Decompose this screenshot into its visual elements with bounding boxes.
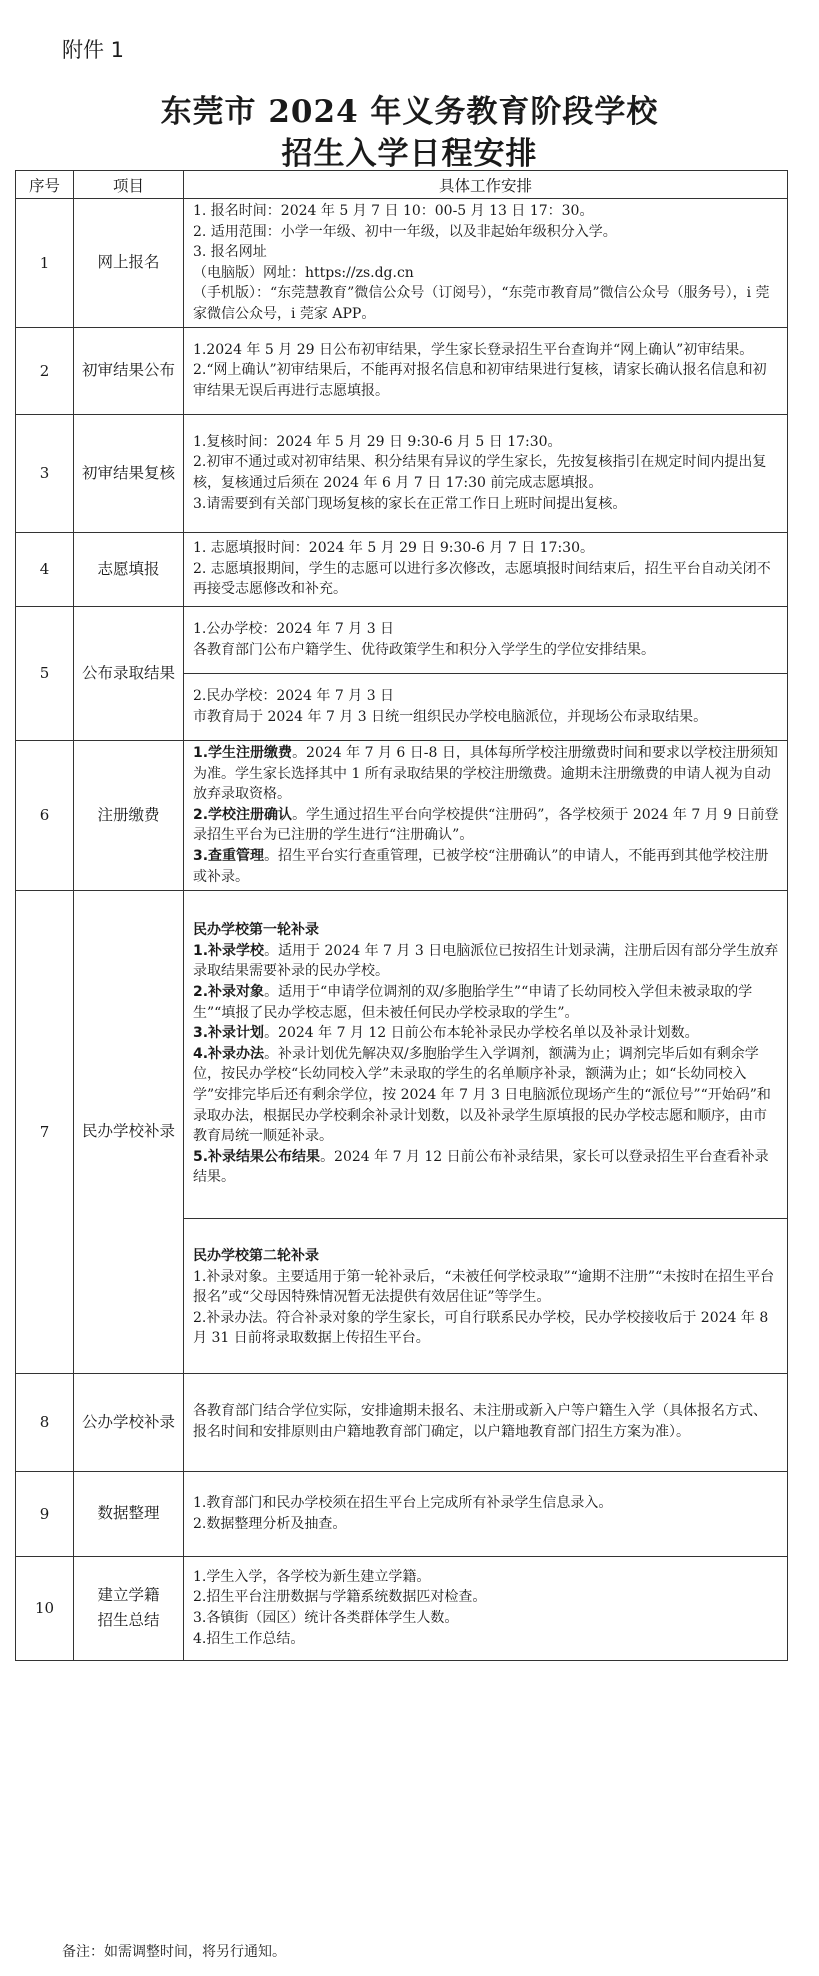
detail-line: 1. 报名时间：2024 年 5 月 7 日 10：00-5 月 13 日 17：30。 xyxy=(193,203,594,219)
row-seq: 6 xyxy=(16,740,74,890)
detail-paragraph xyxy=(193,941,779,982)
detail-line: 各教育部门公布户籍学生、优待政策学生和积分入学学生的学位安排结果。 xyxy=(193,641,655,658)
paragraph-lead: 1.学生注册缴费 xyxy=(193,744,293,761)
table-row xyxy=(16,606,788,673)
row-detail xyxy=(184,1556,788,1660)
table-row xyxy=(16,414,788,532)
detail-line: 3.请需要到有关部门现场复核的家长在正常工作日上班时间提出复核。 xyxy=(193,495,627,512)
paragraph-lead: 4.补录办法 xyxy=(193,1045,265,1062)
row-detail xyxy=(184,414,788,532)
paragraph-lead: 2.补录对象 xyxy=(193,983,265,1000)
detail-line: 1. 志愿填报时间：2024 年 5 月 29 日 9:30-6 月 7 日 17:30。 xyxy=(193,540,594,557)
row-detail-part xyxy=(184,606,788,673)
row-item: 公办学校补录 xyxy=(74,1373,184,1471)
row-item-line2: 招生总结 xyxy=(97,1611,160,1630)
paragraph-text: 。学生通过招生平台向学校提供“注册码”，各学校须于 2024 年 7 月 9 日前登录招生平台为已注册的学生进行“注册确认”。 xyxy=(193,806,779,844)
row-seq: 8 xyxy=(16,1373,74,1471)
detail-paragraph xyxy=(193,805,779,846)
paragraph-text: 。2024 年 7 月 6 日-8 日，具体每所学校注册缴费时间和要求以学校注册须知为准。学生家长选择其中 1 所有录取结果的学校注册缴费。逾期未注册缴费的申请人视为自动放弃录取资格。 xyxy=(193,744,778,803)
table-row xyxy=(16,199,788,328)
table-row xyxy=(16,1471,788,1556)
row-seq: 2 xyxy=(16,327,74,414)
table-row xyxy=(16,740,788,890)
detail-paragraph xyxy=(193,1147,779,1188)
row-detail-part xyxy=(184,673,788,740)
row-item: 注册缴费 xyxy=(74,740,184,890)
detail-line: 2.招生平台注册数据与学籍系统数据匹对检查。 xyxy=(193,1589,487,1606)
header-item: 项目 xyxy=(74,171,184,199)
detail-line: 2.初审不通过或对初审结果、积分结果有异议的学生家长，先按复核指引在规定时间内提出复核，复核通过后须在 2024 年 6 月 7 日 17:30 前完成志愿填报。 xyxy=(193,454,767,492)
row-seq: 5 xyxy=(16,606,74,740)
header-detail: 具体工作安排 xyxy=(184,171,788,199)
paragraph-lead: 3.补录计划 xyxy=(193,1025,265,1042)
detail-line: 3. 报名网址 xyxy=(193,244,267,261)
detail-line: 1.公办学校：2024 年 7 月 3 日 xyxy=(193,620,395,637)
detail-paragraph xyxy=(193,743,779,805)
detail-paragraph xyxy=(193,846,779,887)
detail-line: （电脑版）网址：https://zs.dg.cn xyxy=(193,264,414,281)
detail-line: 2.“网上确认”初审结果后，不能再对报名信息和初审结果进行复核，请家长确认报名信息和初审结果无误后再进行志愿填报。 xyxy=(193,362,767,399)
row-detail-part xyxy=(184,890,788,1218)
round2-heading: 民办学校第二轮补录 xyxy=(193,1248,319,1265)
paragraph-lead: 2.学校注册确认 xyxy=(193,806,293,823)
row-seq: 4 xyxy=(16,532,74,606)
table-header-row xyxy=(16,171,788,199)
detail-line: 市教育局于 2024 年 7 月 3 日统一组织民办学校电脑派位，并现场公布录取结果。 xyxy=(193,708,708,725)
detail-line: 1.2024 年 5 月 29 日公布初审结果，学生家长登录招生平台查询并“网上确认”初审结果。 xyxy=(193,341,754,358)
row-item: 民办学校补录 xyxy=(74,890,184,1373)
detail-line: 各教育部门结合学位实际，安排逾期未报名、未注册或新入户等户籍生入学（具体报名方式、报名时间和安排原则由户籍地教育部门确定，以户籍地教育部门招生方案为准）。 xyxy=(193,1403,767,1441)
schedule-table xyxy=(15,170,788,1661)
row-detail xyxy=(184,327,788,414)
paragraph-text: 。补录计划优先解决双/多胞胎学生入学调剂，额满为止；调剂完毕后如有剩余学位，按民办学校“长幼同校入学”未录取的学生的名单顺序补录，额满为止；如“长幼同校入学”安排完毕后还有剩余学位，按 2024 年 7 月 3 日电脑派位现场产生的“派位号”“开始码”和录取办法，根据民办学校剩余补录计划数，以及补录学生原填报的民办学校志愿和顺序，由市教育局统一顺延补录。 xyxy=(193,1045,771,1145)
footnote: 备注：如需调整时间，将另行通知。 xyxy=(62,1944,286,1960)
detail-line: 2.民办学校：2024 年 7 月 3 日 xyxy=(193,687,395,704)
detail-line: 1.学生入学，各学校为新生建立学籍。 xyxy=(193,1568,431,1585)
detail-line: （手机版）：“东莞慧教育”微信公众号（订阅号），“东莞市教育局”微信公众号（服务号），i 莞家微信公众号，i 莞家 APP。 xyxy=(193,285,770,322)
detail-line: 2. 适用范围：小学一年级、初中一年级，以及非起始年级积分入学。 xyxy=(193,223,617,240)
paragraph-text: 。2024 年 7 月 12 日前公布补录结果，家长可以登录招生平台查看补录结果。 xyxy=(193,1148,769,1186)
row-item: 初审结果复核 xyxy=(74,414,184,532)
row-detail xyxy=(184,1373,788,1471)
row-item xyxy=(74,1556,184,1660)
row-seq: 3 xyxy=(16,414,74,532)
paragraph-text: 。适用于“申请学位调剂的双/多胞胎学生”“申请了长幼同校入学但未被录取的学生”“填报了民办学校志愿，但未被任何民办学校录取的学生”。 xyxy=(193,983,753,1021)
attachment-label: 附件 1 xyxy=(62,38,125,62)
row-detail xyxy=(184,1471,788,1556)
detail-line: 1.教育部门和民办学校须在招生平台上完成所有补录学生信息录入。 xyxy=(193,1494,613,1511)
paragraph-text: 。2024 年 7 月 12 日前公布本轮补录民办学校名单以及补录计划数。 xyxy=(264,1025,699,1042)
detail-line: 3.各镇街（园区）统计各类群体学生人数。 xyxy=(193,1610,459,1627)
paragraph-lead: 3.查重管理 xyxy=(193,847,265,864)
paragraph-lead: 5.补录结果公布结果 xyxy=(193,1148,321,1165)
round1-heading: 民办学校第一轮补录 xyxy=(193,922,319,939)
row-seq: 7 xyxy=(16,890,74,1373)
table-row xyxy=(16,1373,788,1471)
row-item: 数据整理 xyxy=(74,1471,184,1556)
row-detail xyxy=(184,199,788,328)
paragraph-text: 。适用于 2024 年 7 月 3 日电脑派位已按招生计划录满，注册后因有部分学生放弃录取结果需要补录的民办学校。 xyxy=(193,942,779,980)
row-item: 网上报名 xyxy=(74,199,184,328)
detail-line: 2.补录办法。符合补录对象的学生家长，可自行联系民办学校，民办学校接收后于 2024 年 8 月 31 日前将录取数据上传招生平台。 xyxy=(193,1309,769,1347)
header-seq: 序号 xyxy=(16,171,74,199)
row-seq: 10 xyxy=(16,1556,74,1660)
paragraph-lead: 1.补录学校 xyxy=(193,942,265,959)
row-item: 志愿填报 xyxy=(74,532,184,606)
row-detail xyxy=(184,532,788,606)
detail-line: 1.复核时间：2024 年 5 月 29 日 9:30-6 月 5 日 17:30。 xyxy=(193,433,562,450)
detail-line: 4.招生工作总结。 xyxy=(193,1630,305,1647)
table-row xyxy=(16,327,788,414)
document-title-line1: 东莞市 2024 年义务教育阶段学校 xyxy=(160,94,659,130)
row-seq: 1 xyxy=(16,199,74,328)
row-item: 公布录取结果 xyxy=(74,606,184,740)
row-detail xyxy=(184,740,788,890)
detail-line: 2.数据整理分析及抽查。 xyxy=(193,1515,347,1532)
detail-line: 1.补录对象。主要适用于第一轮补录后，“未被任何学校录取”“逾期不注册”“未按时在招生平台报名”或“父母因特殊情况暂无法提供有效居住证”等学生。 xyxy=(193,1268,775,1306)
detail-line: 2. 志愿填报期间，学生的志愿可以进行多次修改，志愿填报时间结束后，招生平台自动关闭不再接受志愿修改和补充。 xyxy=(193,560,771,598)
row-detail-part xyxy=(184,1218,788,1373)
detail-paragraph xyxy=(193,982,779,1023)
paragraph-text: 。招生平台实行查重管理，已被学校“注册确认”的申请人，不能再到其他学校注册或补录。 xyxy=(193,847,769,885)
detail-paragraph xyxy=(193,1023,779,1044)
row-item-line1: 建立学籍 xyxy=(97,1586,160,1605)
table-row xyxy=(16,1556,788,1660)
table-row xyxy=(16,890,788,1218)
row-seq: 9 xyxy=(16,1471,74,1556)
document-title-line2: 招生入学日程安排 xyxy=(281,136,538,172)
row-item: 初审结果公布 xyxy=(74,327,184,414)
table-row xyxy=(16,532,788,606)
detail-paragraph xyxy=(193,1044,779,1147)
